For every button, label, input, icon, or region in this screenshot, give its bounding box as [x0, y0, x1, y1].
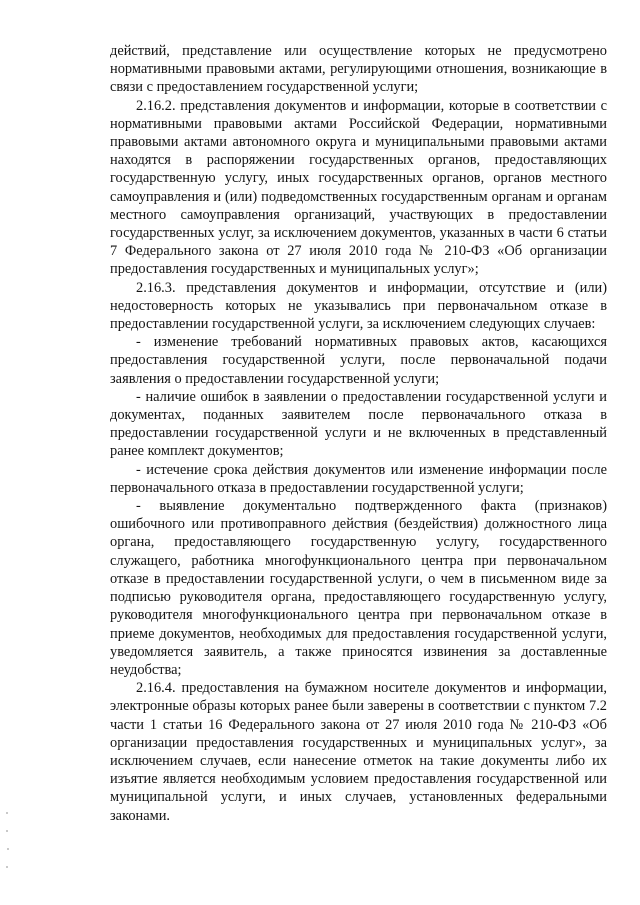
list-item-official-error: - выявление документально подтвержденного факта (признаков) ошибочного или противоправного действия (бездействия) должностного лица органа, предоставляющего государственную услугу, государственного служащего, работника многофункционального центра при первоначальном отказе в предоставлении государственной услуги, о чем в письменном виде за подписью руководителя органа, предоставляющего государственную услугу, руководителя многофункционального центра при первоначальном отказе в приеме документов, необходимых для предоставления государственной услуги, уведомляется заявитель, а также приносятся извинения за доставленные неудобства; — [110, 498, 607, 678]
list-item-application-errors: - наличие ошибок в заявлении о предоставлении государственной услуги и документах, поданных заявителем после первоначального отказа в предоставлении государственной услуги и не включенных в представленный ранее комплект документов; — [110, 388, 607, 460]
paragraph-2-16-4: 2.16.4. предоставления на бумажном носителе документов и информации, электронные образы которых ранее были заверены в соответствии с пунктом 7.2 части 1 статьи 16 Федерального закона от 27 июля 2010 года № 210-ФЗ «Об организации предоставления государственных и муниципальных услуг», за исключением случаев, если нанесение отметок на такие документы либо их изъятие является необходимым условием предоставления государственной или муниципальной услуги, и иных случаев, установленных федеральными законами. — [110, 680, 607, 824]
document-body — [110, 42, 607, 825]
scan-speck — [6, 830, 8, 832]
paragraph-continuation: действий, представление или осуществление которых не предусмотрено нормативными правовыми актами, регулирующими отношения, возникающие в связи с предоставлением государственной услуги; — [110, 43, 607, 96]
scan-speck — [6, 866, 8, 868]
list-item-documents-expiry: - истечение срока действия документов или изменение информации после первоначального отказа в предоставлении государственной услуги; — [110, 461, 607, 496]
paragraph-2-16-3: 2.16.3. представления документов и информации, отсутствие и (или) недостоверность которых не указывались при первоначальном отказе в предоставлении государственной услуги, за исключением следующих случаев: — [110, 279, 607, 333]
list-item-requirements-change: - изменение требований нормативных правовых актов, касающихся предоставления государственной услуги, после первоначальной подачи заявления о предоставлении государственной услуги; — [110, 334, 607, 387]
scan-speck — [7, 848, 9, 850]
paragraph-2-16-2: 2.16.2. представления документов и информации, которые в соответствии с нормативными правовыми актами Российской Федерации, нормативными правовыми актами автономного округа и муниципальными правовыми актами находятся в распоряжении государственных органов, предоставляющих государственную услугу, иных государственных органов, органов местного самоуправления и (или) подведомственных государственным органам и органам местного самоуправления организаций, участвующих в предоставлении государственных услуг, за исключением документов, указанных в части 6 статьи 7 Федерального закона от 27 июля 2010 года № 210-ФЗ «Об организации предоставления государственных и муниципальных услуг»; — [110, 97, 607, 278]
scan-speck — [6, 812, 8, 814]
